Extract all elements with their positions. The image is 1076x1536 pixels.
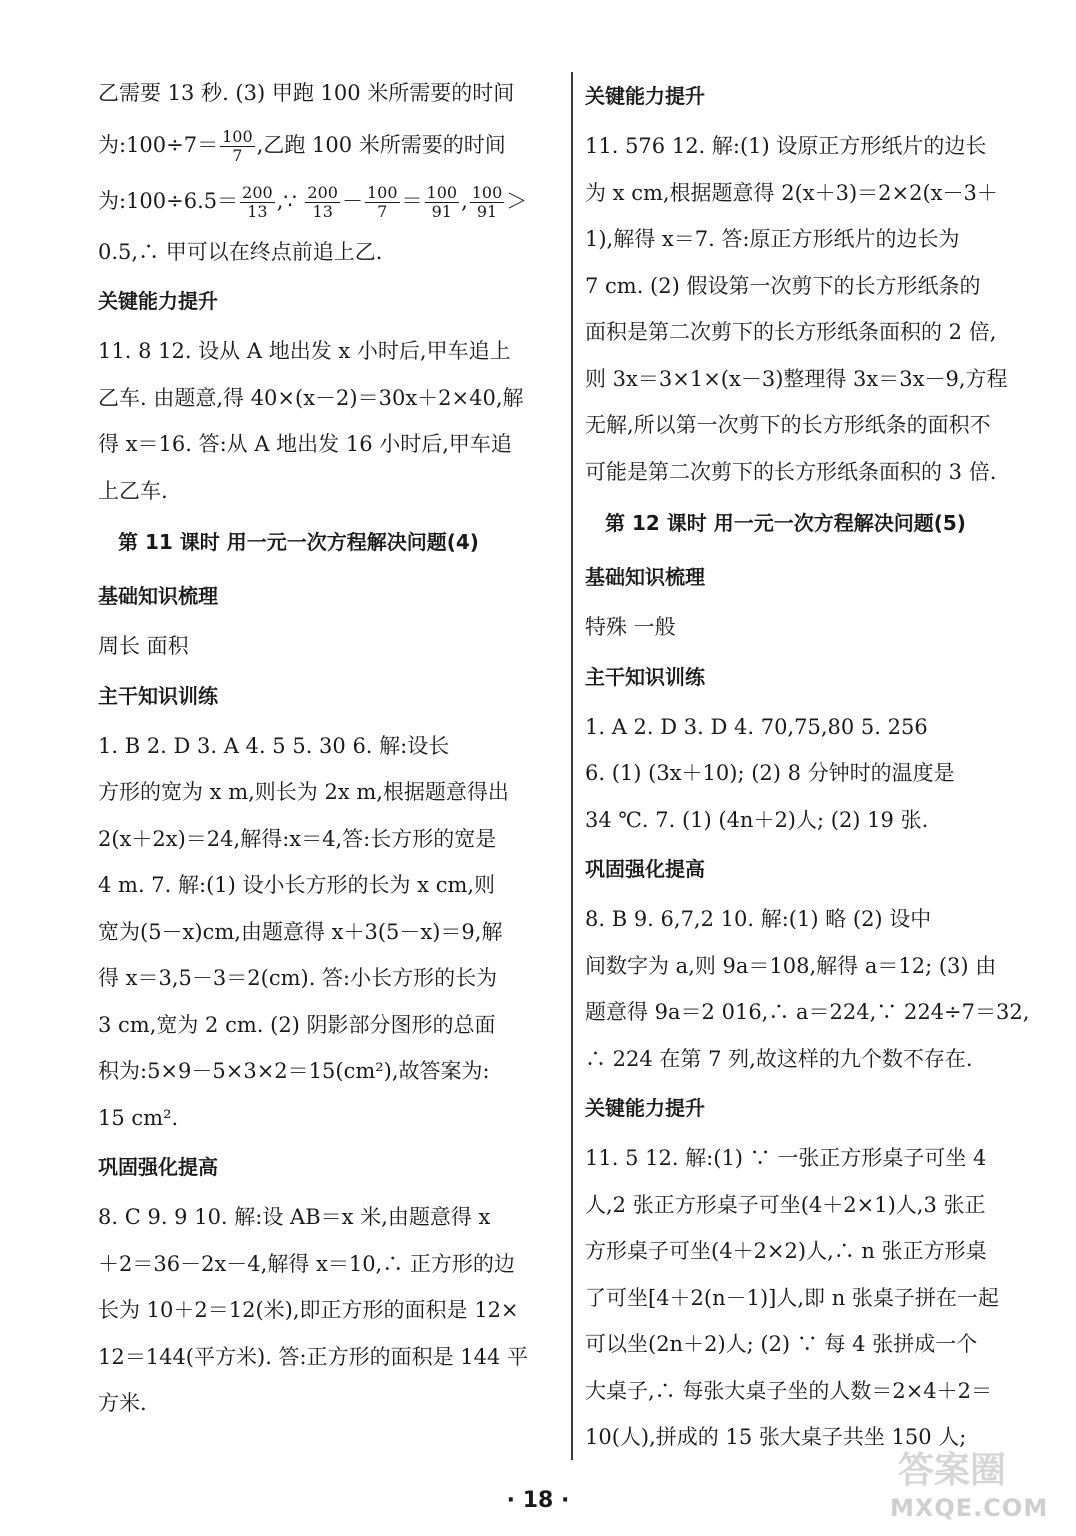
lesson-title: 第 12 课时 用一元一次方程解决问题(5) xyxy=(605,511,966,535)
answer-line: 则 3x＝3×1×(x－3)整理得 3x＝3x－9,方程 xyxy=(585,366,1008,391)
section-heading: 巩固强化提高 xyxy=(98,1155,218,1179)
answer-line: 积为:5×9－5×3×2＝15(cm²),故答案为: xyxy=(98,1059,490,1083)
answer-line: 得 x＝16. 答:从 A 地出发 16 小时后,甲车追 xyxy=(98,432,512,456)
answer-line: 11. 5 12. 解:(1) ∵ 一张正方形桌子可坐 4 xyxy=(585,1146,987,1170)
answer-line: 34 ℃. 7. (1) (4n＋2)人; (2) 19 张. xyxy=(585,807,929,832)
fraction: $\frac{100}{7}$ xyxy=(222,126,253,165)
answer-line: 周长 面积 xyxy=(98,634,189,658)
section-heading: 关键能力提升 xyxy=(585,1096,705,1120)
answer-line: 6. (1) (3x＋10); (2) 8 分钟时的温度是 xyxy=(585,761,955,785)
fraction: $\frac{200}{13}$ xyxy=(307,182,338,221)
answer-line: 4 m. 7. 解:(1) 设小长方形的长为 x cm,则 xyxy=(98,873,496,897)
answer-line: 1. A 2. D 3. D 4. 70,75,80 5. 256 xyxy=(585,714,928,739)
answer-line: 间数字为 a,则 9a＝108,解得 a＝12; (3) 由 xyxy=(585,953,997,978)
watermark-site: MXQE.COM xyxy=(890,1494,1049,1522)
answer-line: 7 cm. (2) 假设第一次剪下的长方形纸条的 xyxy=(585,273,981,298)
section-heading: 基础知识梳理 xyxy=(585,565,705,589)
answer-line: 8. B 9. 6,7,2 10. 解:(1) 略 (2) 设中 xyxy=(585,907,932,931)
answer-line: 15 cm². xyxy=(98,1105,179,1130)
section-heading: 主干知识训练 xyxy=(98,683,218,708)
answer-line: 上乙车. xyxy=(98,478,168,503)
answer-line: 11. 576 12. 解:(1) 设原正方形纸片的边长 xyxy=(585,134,987,158)
answer-line: 2(x＋2x)＝24,解得:x＝4,答:长方形的宽是 xyxy=(98,826,497,851)
answer-line: 10(人),拼成的 15 张大桌子共坐 150 人; xyxy=(585,1425,967,1449)
answer-line: 题意得 9a＝2 016,∴ a＝224,∵ 224÷7＝32, xyxy=(585,1000,1030,1024)
section-heading: 关键能力提升 xyxy=(98,289,218,313)
page-number: · 18 · xyxy=(506,1488,570,1513)
lesson-title: 第 11 课时 用一元一次方程解决问题(4) xyxy=(118,530,479,554)
section-heading: 巩固强化提高 xyxy=(585,857,705,881)
watermark-logo xyxy=(878,1440,1068,1532)
answer-line: 11. 8 12. 设从 A 地出发 x 小时后,甲车追上 xyxy=(98,339,511,363)
answer-line: 人,2 张正方形桌子可坐(4＋2×1)人,3 张正 xyxy=(585,1192,986,1217)
answer-line: 1),解得 x＝7. 答:原正方形纸片的边长为 xyxy=(585,227,960,251)
fraction: $\frac{200}{13}$ xyxy=(242,182,273,221)
answer-line: 宽为(5－x)cm,由题意得 x＋3(5－x)＝9,解 xyxy=(98,919,503,944)
answer-line: 8. C 9. 9 10. 解:设 AB＝x 米,由题意得 x xyxy=(98,1205,491,1229)
answer-line: 方形的宽为 x m,则长为 2x m,根据题意得出 xyxy=(98,780,509,804)
answer-line: 面积是第二次剪下的长方形纸条面积的 2 倍, xyxy=(585,320,997,344)
answer-line: 大桌子,∴ 每张大桌子坐的人数＝2×4＋2＝ xyxy=(585,1378,993,1403)
answer-line: 特殊 一般 xyxy=(585,615,676,639)
left-column xyxy=(98,70,550,1427)
answer-line: 乙车. 由题意,得 40×(x－2)＝30x＋2×40,解 xyxy=(98,385,524,410)
answer-line: 12＝144(平方米). 答:正方形的面积是 144 平 xyxy=(98,1344,529,1369)
answer-line: 0.5,∴ 甲可以在终点前追上乙. xyxy=(98,239,383,264)
answer-line: 1. B 2. D 3. A 4. 5 5. 30 6. 解:设长 xyxy=(98,733,450,758)
answer-line: 3 cm,宽为 2 cm. (2) 阴影部分图形的总面 xyxy=(98,1012,496,1037)
column-divider xyxy=(571,72,573,1460)
watermark-logo-text: 答案圈 xyxy=(898,1450,1007,1491)
section-heading: 基础知识梳理 xyxy=(98,584,218,608)
answer-line-with-fraction: 为:100÷7＝ $\frac{100}{7}$ ,乙跑 100 米所需要的时间 xyxy=(98,126,506,165)
answer-line: 了可坐[4＋2(n－1)]人,即 n 张桌子拼在一起 xyxy=(585,1285,999,1310)
answer-line: 方米. xyxy=(98,1391,147,1415)
answer-line: 可以坐(2n＋2)人; (2) ∵ 每 4 张拼成一个 xyxy=(585,1332,978,1356)
fraction: $\frac{100}{91}$ xyxy=(426,182,458,221)
fraction: $\frac{100}{91}$ xyxy=(471,182,503,221)
answer-line: ∴ 224 在第 7 列,故这样的九个数不存在. xyxy=(585,1046,973,1071)
answer-line: 方形桌子可坐(4＋2×2)人,∴ n 张正方形桌 xyxy=(585,1239,987,1263)
right-column xyxy=(585,70,1037,1461)
answer-line: 可能是第二次剪下的长方形纸条面积的 3 倍. xyxy=(585,459,997,484)
answer-line: 得 x＝3,5－3＝2(cm). 答:小长方形的长为 xyxy=(98,966,498,990)
section-heading: 主干知识训练 xyxy=(585,664,705,689)
answer-line: 无解,所以第一次剪下的长方形纸条的面积不 xyxy=(585,413,991,437)
section-heading: 关键能力提升 xyxy=(585,84,705,108)
answer-line: ＋2＝36－2x－4,解得 x＝10,∴ 正方形的边 xyxy=(98,1251,515,1276)
fraction: $\frac{100}{7}$ xyxy=(366,182,398,221)
answer-line: 为 x cm,根据题意得 2(x＋3)＝2×2(x－3＋ xyxy=(585,180,998,205)
answer-line: 长为 10＋2＝12(米),即正方形的面积是 12× xyxy=(98,1298,519,1322)
answer-line-with-fractions: 为:100÷6.5＝ $\frac{200}{13}$ ,∵ $\frac{200}{13}$ － $\frac{100}{7}$ ＝ $\frac{100}{91}$ , $\frac{100}{91}$ ＞ xyxy=(98,182,528,221)
answer-line: 乙需要 13 秒. (3) 甲跑 100 米所需要的时间 xyxy=(98,81,515,105)
